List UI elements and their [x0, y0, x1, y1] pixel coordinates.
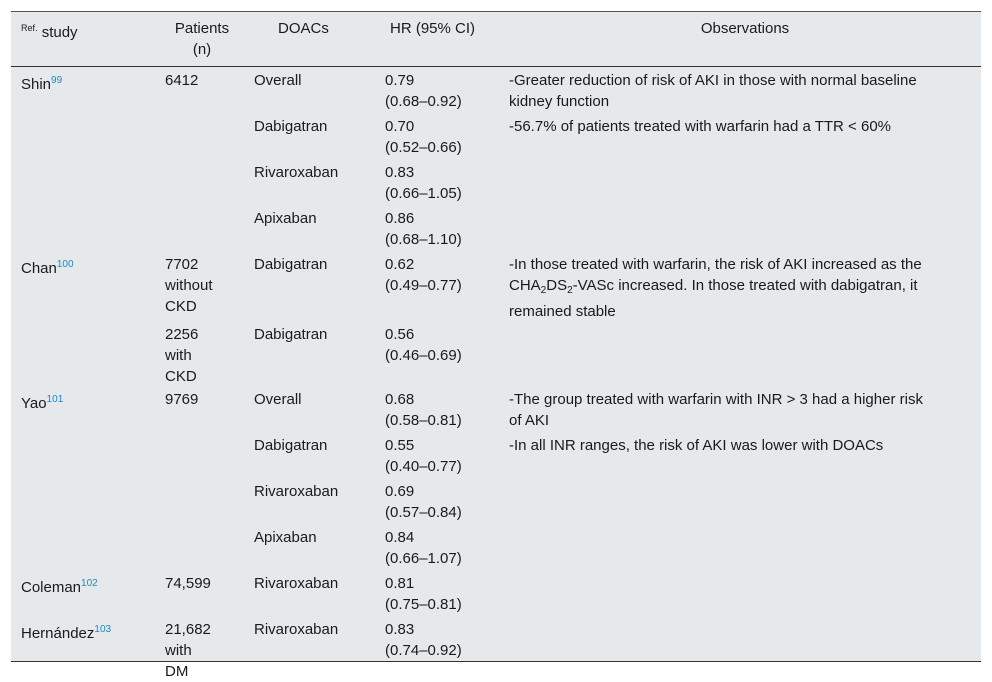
header-patients: Patients (n) [155, 12, 249, 67]
hr-value: 0.70 [385, 118, 415, 135]
doac-cell: Dabigatran [254, 437, 328, 454]
doac-cell: Dabigatran [254, 118, 328, 135]
hr-ci: (0.66–1.05) [385, 185, 462, 202]
reference-link[interactable]: 100 [56, 259, 74, 270]
reference-link[interactable]: 99 [51, 75, 63, 86]
patients-condition: CKD [165, 298, 197, 315]
patients-qualifier: with [165, 642, 192, 659]
doac-cell: Overall [254, 391, 302, 408]
hr-cell [385, 67, 509, 115]
hr-cell [385, 160, 509, 206]
table-row [11, 252, 981, 322]
observation-cell: -In all INR ranges, the risk of AKI was lower with DOACs [509, 437, 884, 454]
hr-ci: (0.66–1.07) [385, 550, 462, 567]
study-cell [11, 571, 155, 617]
observation-cell [509, 252, 981, 322]
obs-text: -In those treated with warfarin, the risk of AKI increased as the CHA [509, 256, 922, 294]
header-observations: Observations [509, 12, 981, 67]
doac-cell: Rivaroxaban [254, 483, 339, 500]
table-header-row [11, 12, 981, 67]
hr-ci: (0.75–0.81) [385, 596, 462, 613]
study-name: Hernández [21, 625, 95, 642]
hr-ci: (0.49–0.77) [385, 277, 462, 294]
study-table-container [11, 11, 981, 680]
hr-cell [385, 525, 509, 571]
observation-cell: -The group treated with warfarin with INR > 3 had a higher risk of AKI [509, 391, 923, 429]
hr-ci: (0.57–0.84) [385, 504, 462, 521]
hr-value: 0.62 [385, 256, 415, 273]
hr-cell [385, 206, 509, 252]
study-cell [11, 387, 155, 571]
hr-ci: (0.58–0.81) [385, 412, 462, 429]
hr-cell [385, 479, 509, 525]
patients-condition: CKD [165, 368, 197, 385]
observation-cell [509, 525, 981, 571]
doac-aki-table [11, 12, 981, 682]
hr-value: 0.69 [385, 483, 415, 500]
hr-cell [385, 322, 509, 387]
study-cell [11, 617, 155, 682]
hr-ci: (0.52–0.66) [385, 139, 462, 156]
hr-cell [385, 252, 509, 322]
doac-cell: Rivaroxaban [254, 164, 339, 181]
hr-ci: (0.40–0.77) [385, 458, 462, 475]
hr-value: 0.56 [385, 326, 415, 343]
doac-cell: Rivaroxaban [254, 621, 339, 638]
table-row [11, 322, 981, 387]
study-cell [11, 252, 155, 387]
study-name: Coleman [21, 579, 82, 596]
header-hr: HR (95% CI) [385, 12, 509, 67]
patients-cell [155, 617, 249, 682]
hr-value: 0.81 [385, 575, 415, 592]
obs-subscript: 2 [540, 285, 547, 296]
obs-text: -VASc increased. In those treated with dabigatran, it remained stable [509, 277, 918, 320]
patients-qualifier: without [165, 277, 213, 294]
hr-cell [385, 433, 509, 479]
observation-cell [509, 206, 981, 252]
patients-count: 21,682 [165, 621, 211, 638]
patients-count: 2256 [165, 326, 199, 343]
obs-text: DS [546, 277, 568, 294]
hr-value: 0.68 [385, 391, 415, 408]
patients-cell: 74,599 [165, 575, 211, 592]
hr-value: 0.83 [385, 621, 415, 638]
patients-qualifier: with [165, 347, 192, 364]
hr-value: 0.55 [385, 437, 415, 454]
hr-value: 0.84 [385, 529, 415, 546]
observation-cell [509, 160, 981, 206]
doac-cell: Rivaroxaban [254, 575, 339, 592]
observation-cell: -Greater reduction of risk of AKI in those with normal baseline kidney function [509, 72, 917, 110]
patients-count: 7702 [165, 256, 199, 273]
obs-subscript: 2 [567, 285, 573, 296]
doac-cell: Dabigatran [254, 326, 328, 343]
hr-cell [385, 617, 509, 682]
table-row [11, 387, 981, 433]
study-name: Chan [21, 260, 57, 277]
observation-cell [509, 617, 981, 682]
reference-link[interactable]: 103 [94, 624, 112, 635]
patients-cell: 6412 [165, 72, 199, 89]
hr-value: 0.79 [385, 72, 415, 89]
header-study-label: study [41, 24, 78, 41]
reference-link[interactable]: 102 [81, 578, 98, 589]
doac-cell: Dabigatran [254, 256, 328, 273]
hr-ci: (0.68–0.92) [385, 93, 462, 110]
doac-cell: Overall [254, 72, 302, 89]
patients-cell: 9769 [165, 391, 199, 408]
observation-cell [509, 571, 981, 617]
observation-cell [509, 479, 981, 525]
doac-cell: Apixaban [254, 210, 317, 227]
hr-cell [385, 387, 509, 433]
patients-cell [155, 252, 249, 322]
doac-cell: Apixaban [254, 529, 317, 546]
header-study-sup: Ref. [21, 23, 38, 33]
table-row [11, 67, 981, 115]
hr-ci: (0.74–0.92) [385, 642, 462, 659]
header-study [11, 12, 155, 67]
study-cell [11, 67, 155, 253]
reference-link[interactable]: 101 [46, 394, 64, 405]
patients-cell [155, 322, 249, 387]
observation-cell [509, 322, 981, 387]
hr-value: 0.83 [385, 164, 415, 181]
table-row [11, 571, 981, 617]
hr-value: 0.86 [385, 210, 415, 227]
hr-cell [385, 114, 509, 160]
hr-ci: (0.46–0.69) [385, 347, 462, 364]
header-doacs: DOACs [249, 12, 385, 67]
observation-cell: -56.7% of patients treated with warfarin had a TTR < 60% [509, 118, 892, 135]
hr-cell [385, 571, 509, 617]
hr-ci: (0.68–1.10) [385, 231, 462, 248]
patients-condition: DM [165, 663, 189, 680]
study-name: Shin [21, 76, 52, 93]
study-name: Yao [21, 395, 47, 412]
table-row [11, 617, 981, 682]
